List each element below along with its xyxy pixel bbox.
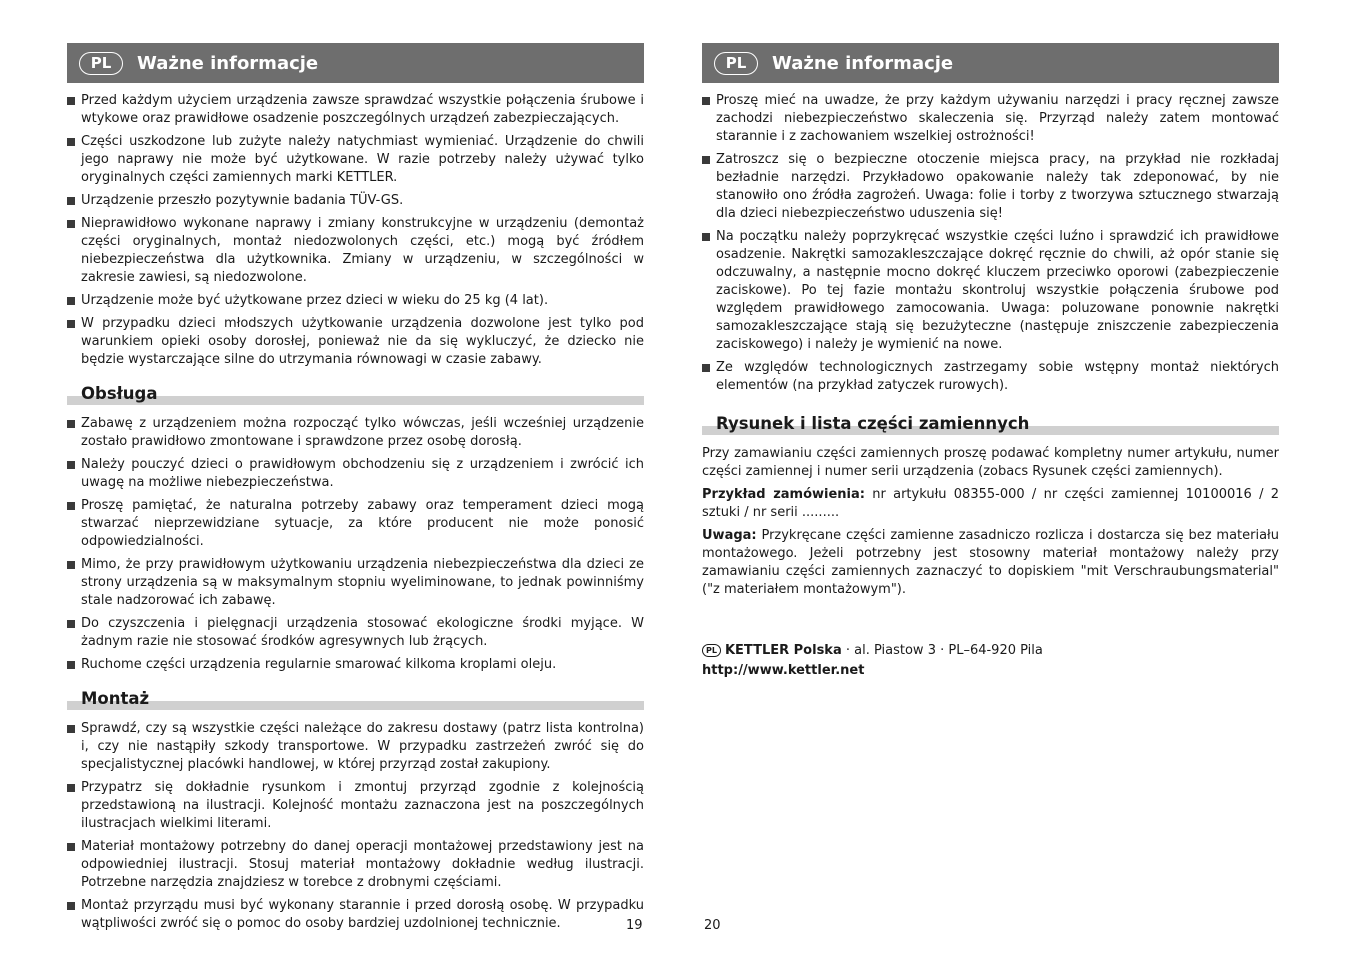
header-title: Ważne informacje [137,52,319,74]
left-page [67,43,644,938]
language-badge: PL [714,52,758,75]
spare-parts-intro: Przy zamawianiu części zamiennych proszę podawać kompletny numer artykułu, numer części zamiennej i numer serii urządzenia (zobacs Rysunek części zamiennych). [702,446,1279,479]
section-title: Obsługa [81,384,158,403]
section-heading-rysunek [702,413,1279,435]
list-item: Części uszkodzone lub zużyte należy natychmiast wymieniać. Urządzenie do chwili jego naprawy nie może być użytkowane. W razie potrzeby należy używać tylko oryginalnych części zamiennych marki KETTLER. [67,133,644,187]
language-badge: PL [79,52,123,75]
list-item: Do czyszczenia i pielęgnacji urządzenia stosować ekologiczne środki myjące. W żadnym razie nie stosować środków agresywnych lub żrących. [67,615,644,651]
note-text: Przykręcane części zamienne zasadniczo rozlicza i dostarcza się bez materiału montażowego. Jeżeli potrzebny jest stosowny materiał montażowy należy przy zamawianiu części zamiennych zaznaczyć to dopiskiem "mit Verschraubungsmaterial" ("z materiałem montażowym"). [702,528,1279,597]
list-item: Materiał montażowy potrzebny do danej operacji montażowej przedstawiony jest na odpowiedniej ilustracji. Stosuj materiał montażowy dokładnie według ilustracji. Potrzebne narzędzia znajdziesz w torebce z drobnymi częściami. [67,838,644,892]
list-item: Nieprawidłowo wykonane naprawy i zmiany konstrukcyjne w urządzeniu (demontaż części oryginalnych, montaż niedozwolonych części, etc.) mogą być źródłem niebezpieczeństwa dla użytkownika. Zmiany w urządzeniu, w szczególności w zakresie zawiesi, są niedozwolone. [67,215,644,287]
right-page [702,43,1279,681]
list-item: Przypatrz się dokładnie rysunkom i zmontuj przyrząd zgodnie z kolejnością przedstawioną na ilustracji. Kolejność montażu zaznaczona jest na poszczególnych ilustracjach wielkimi literami. [67,779,644,833]
list-item: Przed każdym użyciem urządzenia zawsze sprawdzać wszystkie połączenia śrubowe i wtykowe oraz prawidłowe osadzenie poszczególnych urządzeń zabezpieczających. [67,92,644,128]
contact-block [702,641,1279,681]
address-text: · al. Piastow 3 · PL–64-920 Pila [841,643,1043,658]
country-badge: PL [702,644,721,657]
spare-parts-note [702,527,1279,599]
list-item: Na początku należy poprzykręcać wszystkie części luźno i sprawdzić ich prawidłowe osadzenie. Nakrętki samozakleszczające dokręć ręcznie do chwili, aż opór stanie się odczuwalny, a następnie mocno dokręć kluczem przeciwko oporowi (zabezpieczenie zaciskowe). Po tej fazie montażu skontroluj wszystkie połączenia śrubowe pod względem prawidłowego zamocowania. Uwaga: poluzowane ponownie nakrętki samozakleszczające stają się bezużyteczne (następuje zniszczenie zabezpieczenia zaciskowego) i należy je wymienić na nowe. [702,228,1279,354]
section-heading-obsluga [67,383,644,405]
list-item: Sprawdź, czy są wszystkie części należące do zakresu dostawy (patrz lista kontrolna) i, czy nie nastąpiły szkody transportowe. W przypadku zastrzeżeń zwróć się do specjalistycznej placówki handlowej, w której przyrząd został zakupiony. [67,720,644,774]
list-item: Urządzenie przeszło pozytywnie badania TÜV-GS. [67,192,644,210]
important-info-list [702,92,1279,395]
list-item: Zatroszcz się o bezpieczne otoczenie miejsca pracy, na przykład nie rozkładaj bezładnie narzędzi. Przykładowo opakowanie należy tak zdeponować, by nie stanowiło ono źródła zagrożeń. Uwaga: folie i torby z tworzywa sztucznego stwarzają dla dzieci niebezpieczeństwo uduszenia się! [702,151,1279,223]
important-info-list [67,92,644,369]
obsluga-list [67,415,644,674]
list-item: Ruchome części urządzenia regularnie smarować kilkoma kroplami oleju. [67,656,644,674]
company-name: KETTLER Polska [724,643,842,658]
section-heading-montaz [67,688,644,710]
section-title: Montaż [81,689,150,708]
section-header [67,43,644,83]
list-item: Zabawę z urządzeniem można rozpocząć tylko wówczas, jeśli wcześniej urządzenie zostało prawidłowo zmontowane i sprawdzone przez osobę dorosłą. [67,415,644,451]
list-item: Należy pouczyć dzieci o prawidłowym obchodzeniu się z urządzeniem i zwrócić ich uwagę na możliwe niebezpieczeństwa. [67,456,644,492]
list-item: Mimo, że przy prawidłowym użytkowaniu urządzenia niebezpieczeństwa dla dzieci ze strony urządzenia są w maksymalnym stopniu wyeliminowane, to jednak powinniśmy stale nadzorować ich zabawę. [67,556,644,610]
order-example [702,486,1279,522]
order-example-label: Przykład zamówienia: [702,487,865,502]
website-link[interactable]: http://www.kettler.net [702,663,865,678]
header-title: Ważne informacje [772,52,954,74]
montaz-list [67,720,644,933]
list-item: Montaż przyrządu musi być wykonany starannie i przed dorosłą osobę. W przypadku wątpliwości zwróć się o pomoc do osoby bardziej uzdolnionej technicznie. [67,897,644,933]
list-item: Urządzenie może być użytkowane przez dzieci w wieku do 25 kg (4 lat). [67,292,644,310]
note-label: Uwaga: [702,528,757,543]
section-title: Rysunek i lista części zamiennych [716,414,1030,433]
section-bar [67,701,644,710]
page-number-right: 20 [704,918,721,933]
list-item: W przypadku dzieci młodszych użytkowanie urządzenia dozwolone jest tylko pod warunkiem opieki osoby dorosłej, ponieważ nie da się wykluczyć, że dziecko nie będzie wystarczające silne do utrzymania równowagi w czasie zabawy. [67,315,644,369]
order-example-text: nr artykułu 08355-000 / nr części zamiennej 10100016 / 2 sztuki / nr serii ......... [702,487,1279,520]
list-item: Proszę mieć na uwadze, że przy każdym używaniu narzędzi i pracy ręcznej zawsze zachodzi niebezpieczeństwo skaleczenia się. Przyrząd należy zatem montować starannie i z zachowaniem wszelkiej ostrożności! [702,92,1279,146]
list-item: Ze względów technologicznych zastrzegamy sobie wstępny montaż niektórych elementów (na przykład zatyczek rurowych). [702,359,1279,395]
page-number-left: 19 [626,918,643,933]
section-header [702,43,1279,83]
list-item: Proszę pamiętać, że naturalna potrzeby zabawy oraz temperament dzieci mogą stwarzać nieprzewidziane sytuacje, za które producent nie może ponosić odpowiedzialności. [67,497,644,551]
contact-address [702,641,1279,661]
